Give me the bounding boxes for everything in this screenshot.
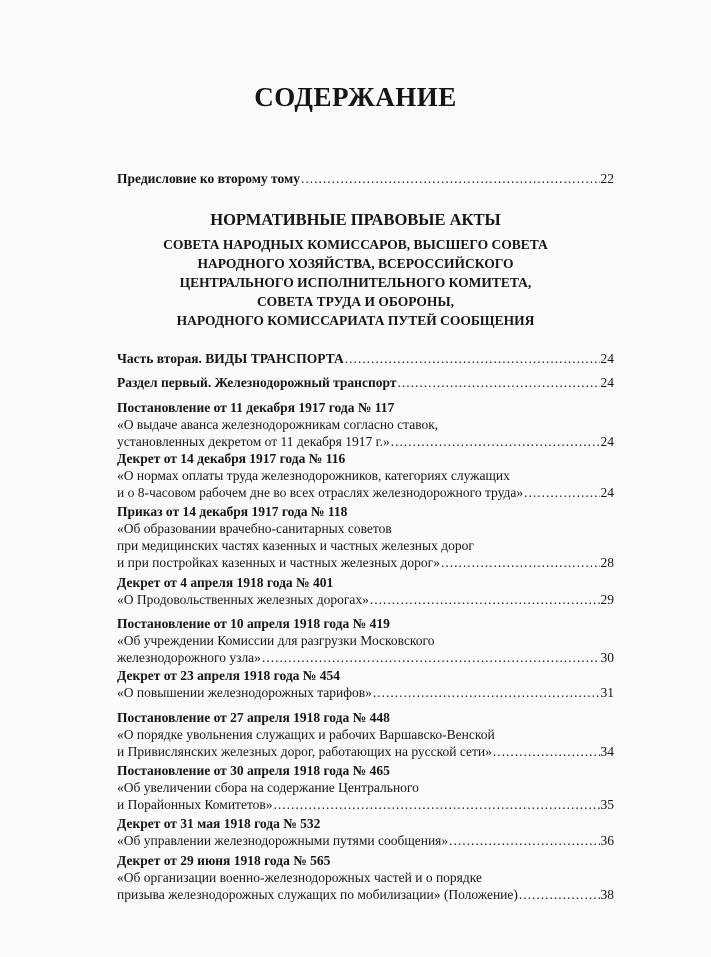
page-number: 35 — [600, 797, 614, 812]
page-number: 36 — [600, 833, 614, 848]
toc-entry — [117, 762, 614, 813]
entry-text: призыва железнодорожных служащих по мобилизации» (Положение) — [117, 887, 518, 902]
leader-dots — [370, 591, 600, 608]
leader-dots — [373, 684, 600, 701]
entry-head: Декрет от 23 апреля 1918 года № 454 — [117, 668, 340, 683]
toc-entry — [117, 574, 614, 608]
entry-head: Декрет от 29 июня 1918 года № 565 — [117, 853, 331, 868]
entry-text: и о 8-часовом рабочем дне во всех отраслях железнодорожного труда» — [117, 485, 524, 500]
entry-text: и при постройках казенных и частных железных дорог» — [117, 555, 440, 570]
leader-dots — [391, 433, 600, 450]
page-number: 24 — [600, 434, 614, 449]
leader-dots — [493, 743, 600, 760]
entry-text: при медицинских частях казенных и частных железных дорог — [117, 538, 474, 553]
entry-text: «О нормах оплаты труда железнодорожников, категориях служащих — [117, 468, 510, 483]
leader-dots — [345, 350, 600, 367]
section-subheading: СОВЕТА НАРОДНЫХ КОМИССАРОВ, ВЫСШЕГО СОВЕТА — [163, 237, 548, 252]
preface-label: Предисловие ко второму тому — [117, 171, 300, 186]
entry-head: Декрет от 14 декабря 1917 года № 116 — [117, 451, 346, 466]
entry-text: «Об организации военно-железнодорожных частей и о порядке — [117, 870, 482, 885]
entry-text: «О порядке увольнения служащих и рабочих Варшавско-Венской — [117, 727, 495, 742]
page-number: 24 — [600, 375, 614, 390]
leader-dots — [519, 886, 600, 903]
entry-text: «О выдаче аванса железнодорожникам согласно ставок, — [117, 417, 439, 432]
section-subheading: НАРОДНОГО КОМИССАРИАТА ПУТЕЙ СООБЩЕНИЯ — [176, 313, 535, 328]
subsection-label: Раздел первый. Железнодорожный транспорт — [117, 375, 397, 390]
entry-head: Постановление от 30 апреля 1918 года № 465 — [117, 763, 390, 778]
entry-head: Постановление от 10 апреля 1918 года № 419 — [117, 616, 390, 631]
leader-dots — [397, 374, 599, 391]
page-number: 29 — [600, 592, 614, 607]
page-number: 34 — [600, 744, 614, 759]
entry-head: Декрет от 31 мая 1918 года № 532 — [117, 816, 321, 831]
toc-entry — [117, 667, 614, 701]
toc-entry — [117, 815, 614, 849]
entry-head: Приказ от 14 декабря 1917 года № 118 — [117, 504, 348, 519]
page-number: 24 — [600, 351, 614, 366]
entry-text: и Порайонных Комитетов» — [117, 797, 273, 812]
toc-entry — [117, 709, 614, 760]
page-number: 30 — [600, 650, 614, 665]
entry-text: «О Продовольственных железных дорогах» — [117, 592, 369, 607]
entry-text: «О повышении железнодорожных тарифов» — [117, 685, 372, 700]
page-number: 24 — [600, 485, 614, 500]
toc-subsection — [117, 374, 614, 391]
page-number: 28 — [600, 555, 614, 570]
toc-entry — [117, 852, 614, 903]
toc-preface — [117, 170, 614, 187]
page-title: СОДЕРЖАНИЕ — [254, 82, 457, 112]
leader-dots — [274, 796, 600, 813]
part-label: ВИДЫ ТРАНСПОРТА — [205, 351, 344, 366]
toc-entry — [117, 450, 614, 501]
leader-dots — [441, 554, 600, 571]
section-subheading: ЦЕНТРАЛЬНОГО ИСПОЛНИТЕЛЬНОГО КОМИТЕТА, — [179, 275, 532, 290]
entry-text: железнодорожного узла» — [117, 650, 261, 665]
page-number: 22 — [600, 171, 614, 186]
leader-dots — [449, 832, 599, 849]
toc-entry — [117, 503, 614, 571]
entry-text: «Об управлении железнодорожными путями сообщения» — [117, 833, 449, 848]
leader-dots — [301, 170, 600, 187]
leader-dots — [262, 649, 600, 666]
toc-entry — [117, 399, 614, 450]
page-number: 31 — [600, 685, 614, 700]
entry-head: Декрет от 4 апреля 1918 года № 401 — [117, 575, 334, 590]
section-subheading: НАРОДНОГО ХОЗЯЙСТВА, ВСЕРОССИЙСКОГО — [197, 256, 514, 271]
entry-text: «Об учреждении Комиссии для разгрузки Московского — [117, 633, 435, 648]
page-number: 38 — [600, 887, 614, 902]
leader-dots — [524, 484, 599, 501]
entry-text: «Об образовании врачебно-санитарных советов — [117, 521, 392, 536]
section-heading: НОРМАТИВНЫЕ ПРАВОВЫЕ АКТЫ — [210, 210, 501, 229]
part-prefix: Часть вторая. — [117, 351, 206, 366]
toc-part — [117, 350, 614, 367]
entry-text: установленных декретом от 11 декабря 1917 г.» — [117, 434, 390, 449]
section-subheading: СОВЕТА ТРУДА И ОБОРОНЫ, — [256, 294, 455, 309]
entry-text: «Об увеличении сбора на содержание Центрального — [117, 780, 419, 795]
entry-text: и Привислянских железных дорог, работающих на русской сети» — [117, 744, 492, 759]
toc-entry — [117, 615, 614, 666]
entry-head: Постановление от 27 апреля 1918 года № 448 — [117, 710, 390, 725]
entry-head: Постановление от 11 декабря 1917 года № 117 — [117, 400, 395, 415]
